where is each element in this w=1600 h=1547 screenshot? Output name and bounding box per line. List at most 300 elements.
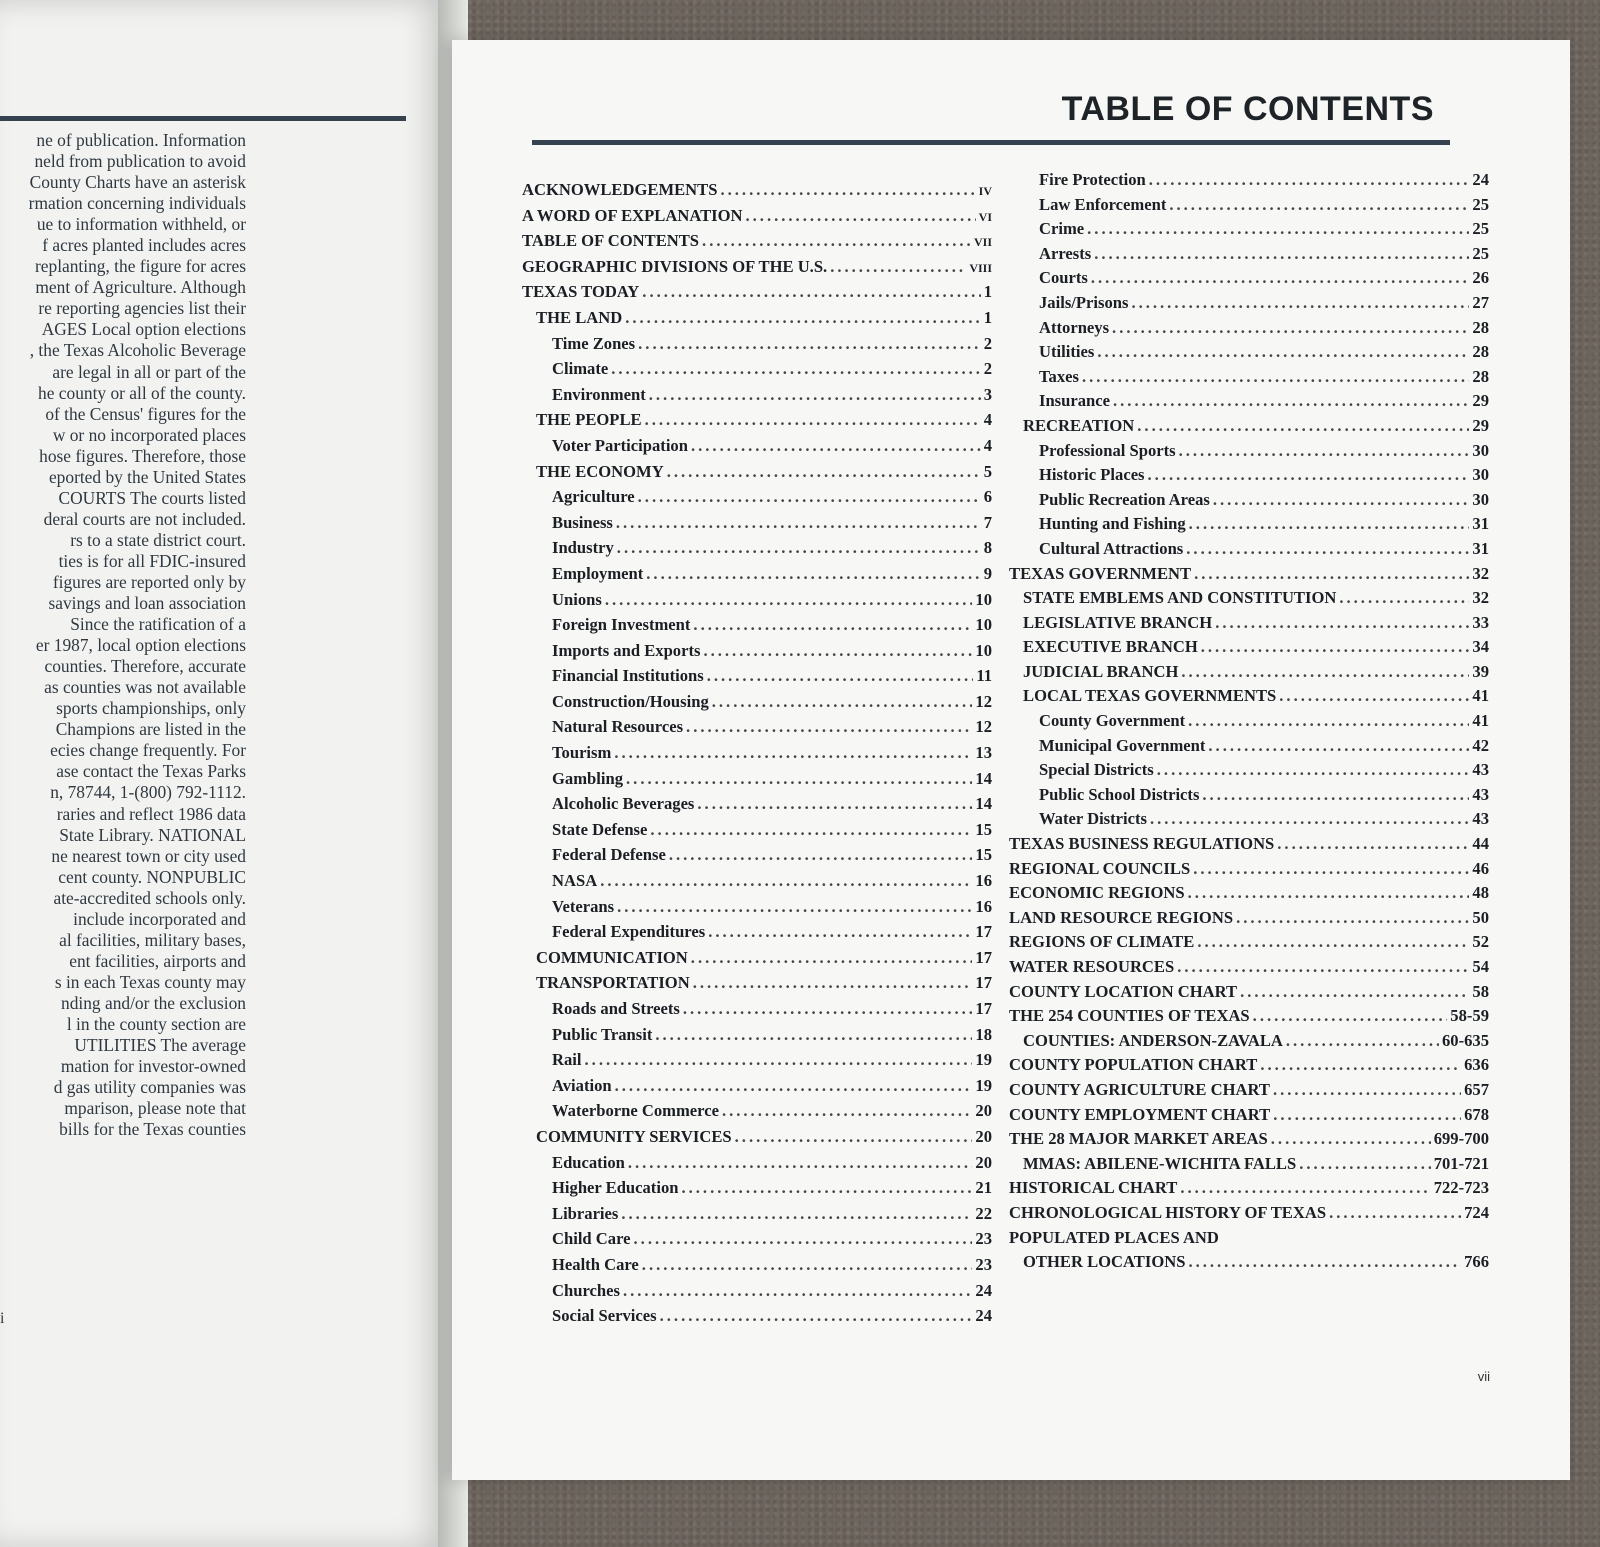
- toc-leader-dots: [1202, 785, 1469, 805]
- toc-entry-page: 2: [983, 359, 992, 379]
- toc-entry-label: TEXAS GOVERNMENT: [1009, 563, 1192, 583]
- toc-leader-dots: [1150, 809, 1469, 829]
- toc-entry: [522, 436, 992, 462]
- toc-entry: [522, 666, 992, 692]
- toc-leader-dots: [1112, 318, 1469, 338]
- left-text-line: deral courts are not included.: [43, 508, 246, 529]
- toc-entry-label: EXECUTIVE BRANCH: [1023, 637, 1198, 657]
- toc-entry-label: Tourism: [552, 743, 612, 763]
- left-text-line: ate-accredited schools only.: [53, 887, 246, 908]
- toc-leader-dots: [720, 180, 975, 200]
- toc-entry-label: Financial Institutions: [552, 666, 704, 686]
- toc-leader-dots: [600, 871, 972, 891]
- toc-entry: [522, 359, 992, 385]
- toc-entry-page: 39: [1472, 661, 1489, 681]
- toc-entry-page: 19: [975, 1050, 992, 1070]
- left-text-line: replanting, the figure for acres: [34, 256, 246, 277]
- toc-entry-page: 6: [983, 487, 992, 507]
- toc-entry-page: 60-635: [1441, 1030, 1489, 1050]
- toc-entry-label: CHRONOLOGICAL HISTORY OF TEXAS: [1009, 1202, 1327, 1222]
- toc-entry: [522, 487, 992, 513]
- toc-entry-page: 29: [1472, 391, 1489, 411]
- toc-leader-dots: [1157, 760, 1470, 780]
- toc-leader-dots: [1240, 982, 1469, 1002]
- toc-entry: [1009, 1031, 1489, 1056]
- toc-entry-page: 20: [975, 1126, 992, 1146]
- toc-leader-dots: [634, 1229, 973, 1249]
- toc-leader-dots: [1299, 1154, 1430, 1174]
- toc-entry: [522, 743, 992, 769]
- toc-entry: [1009, 490, 1489, 515]
- toc-entry: [522, 1101, 992, 1127]
- left-text-line: County Charts have an asterisk: [29, 172, 246, 193]
- left-text-line: ue to information withheld, or: [36, 214, 246, 235]
- toc-entry: [522, 922, 992, 948]
- toc-entry-label: Insurance: [1039, 391, 1110, 411]
- toc-entry-page: 3: [983, 384, 992, 404]
- toc-entry-label: Attorneys: [1039, 317, 1110, 337]
- toc-leader-dots: [1137, 416, 1469, 436]
- toc-entry-page: 19: [975, 1075, 992, 1095]
- left-text-line: mparison, please note that: [64, 1098, 246, 1119]
- toc-entry-label: Arrests: [1039, 243, 1092, 263]
- toc-entry-page: 24: [1472, 170, 1489, 189]
- toc-entry-page: 1: [983, 307, 992, 327]
- toc-entry-page: 43: [1472, 784, 1489, 804]
- toc-entry-page: 48: [1472, 883, 1489, 903]
- toc-leader-dots: [735, 1127, 973, 1147]
- toc-leader-dots: [1186, 539, 1469, 559]
- toc-entry-page: 28: [1472, 366, 1489, 386]
- toc-leader-dots: [614, 743, 972, 763]
- toc-leader-dots: [1215, 613, 1469, 633]
- left-text-line: ecies change frequently. For: [50, 740, 246, 761]
- toc-entry: [522, 462, 992, 488]
- toc-entry-page: 722-723: [1433, 1178, 1489, 1198]
- toc-entry-label: NASA: [552, 871, 598, 891]
- toc-entry-label: Public School Districts: [1039, 784, 1200, 804]
- toc-leader-dots: [1329, 1203, 1461, 1223]
- toc-leader-dots: [1188, 883, 1470, 903]
- toc-leader-dots: [1213, 490, 1470, 510]
- left-text-line: figures are reported only by: [52, 571, 246, 592]
- toc-entry: [522, 385, 992, 411]
- toc-entry-label: TRANSPORTATION: [536, 973, 690, 993]
- toc-entry-page: 12: [975, 691, 992, 711]
- toc-leader-dots: [746, 206, 976, 226]
- toc-entry-page: 17: [975, 947, 992, 967]
- toc-entry: [522, 871, 992, 897]
- toc-leader-dots: [1188, 1252, 1461, 1272]
- toc-leader-dots: [1087, 219, 1469, 239]
- toc-entry-label: COUNTY POPULATION CHART: [1009, 1055, 1258, 1075]
- toc-leader-dots: [1197, 932, 1469, 952]
- toc-entry: [522, 513, 992, 539]
- toc-entry-label: Public Recreation Areas: [1039, 489, 1210, 509]
- toc-entry-label: Public Transit: [552, 1024, 653, 1044]
- toc-entry-page: 41: [1472, 711, 1489, 731]
- toc-entry-label: OTHER LOCATIONS: [1023, 1252, 1186, 1272]
- toc-leader-dots: [646, 564, 980, 584]
- toc-entry-page: 32: [1472, 563, 1489, 583]
- toc-entry: [522, 1153, 992, 1179]
- toc-entry-page: 24: [975, 1280, 992, 1300]
- toc-entry-label: STATE EMBLEMS AND CONSTITUTION: [1023, 588, 1337, 608]
- toc-entry: [1009, 539, 1489, 564]
- toc-entry: [522, 564, 992, 590]
- toc-entry-label: WATER RESOURCES: [1009, 957, 1175, 976]
- toc-leader-dots: [707, 666, 974, 686]
- toc-entry-page: 58: [1472, 981, 1489, 1001]
- toc-leader-dots: [621, 1204, 972, 1224]
- toc-entry: [1009, 637, 1489, 662]
- toc-leader-dots: [1179, 441, 1470, 461]
- toc-entry-label: COUNTY LOCATION CHART: [1009, 981, 1238, 1001]
- toc-entry-label: Time Zones: [552, 333, 636, 353]
- toc-leader-dots: [1193, 859, 1469, 879]
- left-text-line: re reporting agencies list their: [38, 298, 246, 319]
- toc-entry-page: 699-700: [1433, 1129, 1489, 1149]
- toc-entry-label: Environment: [552, 384, 646, 404]
- left-text-line: ent facilities, airports and: [69, 950, 246, 971]
- toc-entry-page: 33: [1472, 612, 1489, 632]
- left-text-line: al facilities, military bases,: [59, 929, 246, 950]
- toc-entry: [1009, 982, 1489, 1007]
- toc-entry: [1009, 219, 1489, 244]
- toc-entry-label: Waterborne Commerce: [552, 1101, 719, 1121]
- toc-entry-label: Unions: [552, 589, 602, 609]
- toc-entry-page: 22: [975, 1203, 992, 1223]
- toc-leader-dots: [1260, 1055, 1461, 1075]
- toc-leader-dots: [642, 1255, 973, 1275]
- toc-entry-label: POPULATED PLACES AND: [1009, 1227, 1219, 1247]
- toc-entry: [1009, 883, 1489, 908]
- toc-entry-label: A WORD OF EXPLANATION: [522, 205, 743, 225]
- toc-entry: [522, 999, 992, 1025]
- toc-leader-dots: [1277, 834, 1469, 854]
- toc-entry-page: 30: [1472, 489, 1489, 509]
- toc-entry-page: vii: [973, 231, 992, 251]
- toc-leader-dots: [617, 897, 972, 917]
- toc-entry-label: Industry: [552, 538, 614, 558]
- toc-entry-label: Jails/Prisons: [1039, 292, 1129, 312]
- toc-column-right: [1009, 170, 1489, 1277]
- toc-entry-label: THE LAND: [536, 307, 623, 327]
- left-text-line: ne nearest town or city used: [51, 845, 246, 866]
- toc-entry: [1009, 760, 1489, 785]
- toc-entry-page: 10: [975, 589, 992, 609]
- toc-entry-page: viii: [969, 256, 992, 276]
- toc-entry-page: 58-59: [1450, 1006, 1489, 1026]
- toc-leader-dots: [616, 513, 981, 533]
- toc-entry-page: 34: [1472, 637, 1489, 657]
- toc-leader-dots: [1253, 1006, 1448, 1026]
- toc-leader-dots: [650, 820, 972, 840]
- toc-entry-page: 30: [1472, 465, 1489, 485]
- toc-entry: [1009, 1129, 1489, 1154]
- toc-entry-label: Crime: [1039, 219, 1085, 239]
- toc-entry: [1009, 588, 1489, 613]
- toc-entry-page: 4: [983, 410, 992, 430]
- toc-entry-page: 8: [983, 538, 992, 558]
- toc-entry-label: COMMUNICATION: [536, 947, 688, 967]
- toc-entry-label: Municipal Government: [1039, 735, 1206, 755]
- toc-leader-dots: [1286, 1031, 1439, 1051]
- toc-entry-label: COMMUNITY SERVICES: [536, 1126, 732, 1146]
- toc-entry: [522, 1255, 992, 1281]
- toc-leader-dots: [703, 641, 972, 661]
- toc-entry-label: Imports and Exports: [552, 640, 701, 660]
- toc-entry: [1009, 367, 1489, 392]
- toc-entry-page: 2: [983, 333, 992, 353]
- toc-entry-label: COUNTIES: ANDERSON-ZAVALA: [1023, 1030, 1283, 1050]
- left-text-line: mation for investor-owned: [60, 1056, 246, 1077]
- left-text-line: rs to a state district court.: [70, 529, 246, 550]
- toc-leader-dots: [1169, 195, 1469, 215]
- toc-entry: [1009, 514, 1489, 539]
- toc-entry: [1009, 1228, 1489, 1253]
- toc-entry-page: 10: [975, 615, 992, 635]
- toc-entry-label: State Defense: [552, 819, 648, 839]
- toc-entry-page: 26: [1472, 268, 1489, 288]
- toc-entry-label: Fire Protection: [1039, 170, 1146, 189]
- toc-entry-page: 11: [976, 666, 992, 686]
- left-text-line: w or no incorporated places: [52, 424, 246, 445]
- toc-entry-label: Rail: [552, 1050, 582, 1070]
- toc-entry-page: iv: [978, 180, 992, 199]
- toc-entry: [522, 615, 992, 641]
- toc-entry: [522, 231, 992, 257]
- toc-leader-dots: [638, 487, 981, 507]
- toc-entry-page: 701-721: [1433, 1153, 1489, 1173]
- toc-entry-page: 16: [975, 896, 992, 916]
- toc-entry-label: Historic Places: [1039, 465, 1145, 485]
- toc-entry-label: LOCAL TEXAS GOVERNMENTS: [1023, 686, 1277, 706]
- toc-leader-dots: [1097, 342, 1469, 362]
- left-text-line: Champions are listed in the: [55, 719, 246, 740]
- toc-entry: [522, 897, 992, 923]
- toc-entry-page: 20: [975, 1101, 992, 1121]
- left-text-line: ties is for all FDIC-insured: [58, 550, 246, 571]
- title-rule: [532, 140, 1450, 145]
- toc-entry: [1009, 932, 1489, 957]
- toc-entry-page: 5: [983, 461, 992, 481]
- toc-leader-dots: [1273, 1080, 1461, 1100]
- toc-entry-label: Utilities: [1039, 342, 1095, 362]
- toc-entry-page: 27: [1472, 292, 1489, 312]
- toc-entry-page: 25: [1472, 243, 1489, 263]
- toc-entry-label: Higher Education: [552, 1178, 679, 1198]
- toc-entry-label: ACKNOWLEDGEMENTS: [522, 180, 718, 199]
- toc-leader-dots: [1181, 662, 1469, 682]
- toc-entry-page: 10: [975, 640, 992, 660]
- toc-entry: [522, 1025, 992, 1051]
- toc-leader-dots: [617, 538, 981, 558]
- toc-entry-label: Employment: [552, 563, 644, 583]
- toc-entry: [522, 1050, 992, 1076]
- toc-entry-page: 54: [1472, 957, 1489, 976]
- toc-entry-label: COUNTY AGRICULTURE CHART: [1009, 1079, 1270, 1099]
- toc-entry-page: 30: [1472, 440, 1489, 460]
- toc-entry: [522, 538, 992, 564]
- toc-leader-dots: [642, 282, 980, 302]
- left-text-line: eported by the United States: [48, 466, 246, 487]
- left-text-line: sports championships, only: [56, 698, 246, 719]
- toc-entry-page: 24: [975, 1306, 992, 1326]
- toc-leader-dots: [702, 231, 971, 251]
- toc-entry: [1009, 1252, 1489, 1277]
- toc-entry: [1009, 318, 1489, 343]
- left-text-line: he county or all of the county.: [38, 382, 246, 403]
- toc-entry-page: 46: [1472, 858, 1489, 878]
- toc-leader-dots: [697, 794, 972, 814]
- toc-entry: [522, 257, 992, 283]
- toc-leader-dots: [1189, 514, 1470, 534]
- toc-leader-dots: [686, 717, 972, 737]
- toc-column-left: [522, 180, 992, 1332]
- toc-entry-page: 15: [975, 845, 992, 865]
- toc-entry: [1009, 1006, 1489, 1031]
- left-text-line: cent county. NONPUBLIC: [58, 866, 246, 887]
- left-text-line: s in each Texas county may: [54, 971, 246, 992]
- toc-entry: [522, 820, 992, 846]
- toc-entry-page: 23: [975, 1254, 992, 1274]
- toc-entry-page: 7: [983, 512, 992, 532]
- toc-leader-dots: [1273, 1105, 1461, 1125]
- toc-entry: [522, 641, 992, 667]
- toc-leader-dots: [655, 1025, 972, 1045]
- toc-leader-dots: [1113, 391, 1469, 411]
- toc-entry-label: Veterans: [552, 896, 615, 916]
- left-text-line: f acres planted includes acres: [42, 235, 246, 256]
- toc-entry: [522, 206, 992, 232]
- toc-leader-dots: [1208, 736, 1469, 756]
- left-text-line: n, 78744, 1-(800) 792-1112.: [50, 782, 246, 803]
- toc-entry-page: 724: [1464, 1202, 1489, 1222]
- toc-leader-dots: [1180, 1178, 1430, 1198]
- toc-leader-dots: [712, 692, 973, 712]
- left-page-text: [0, 130, 246, 1180]
- left-text-line: raries and reflect 1986 data: [56, 803, 246, 824]
- toc-entry-label: Professional Sports: [1039, 440, 1176, 460]
- toc-leader-dots: [681, 1178, 972, 1198]
- toc-entry-label: Foreign Investment: [552, 615, 691, 635]
- toc-entry-label: Special Districts: [1039, 760, 1154, 780]
- toc-entry: [1009, 711, 1489, 736]
- toc-entry-page: 16: [975, 871, 992, 891]
- toc-entry: [1009, 736, 1489, 761]
- left-text-line: d gas utility companies was: [53, 1077, 246, 1098]
- toc-leader-dots: [1339, 588, 1469, 608]
- toc-entry-label: Roads and Streets: [552, 999, 680, 1018]
- toc-entry: [522, 1229, 992, 1255]
- toc-entry-label: Education: [552, 1152, 625, 1172]
- toc-entry-label: Construction/Housing: [552, 691, 709, 711]
- toc-leader-dots: [708, 922, 972, 942]
- toc-leader-dots: [691, 948, 973, 968]
- toc-entry-label: Churches: [552, 1280, 620, 1300]
- toc-entry: [522, 973, 992, 999]
- toc-entry-page: 52: [1472, 932, 1489, 952]
- toc-leader-dots: [693, 615, 972, 635]
- toc-entry-page: 25: [1472, 219, 1489, 239]
- toc-entry-label: Child Care: [552, 1229, 631, 1249]
- toc-entry: [522, 692, 992, 718]
- toc-leader-dots: [1279, 686, 1469, 706]
- toc-entry-label: THE 28 MAJOR MARKET AREAS: [1009, 1129, 1268, 1149]
- toc-leader-dots: [628, 1153, 973, 1173]
- toc-entry-label: GEOGRAPHIC DIVISIONS OF THE U.S.: [522, 256, 828, 276]
- toc-entry-page: 20: [975, 1152, 992, 1172]
- left-page: [0, 0, 448, 1547]
- toc-entry: [522, 180, 992, 206]
- toc-leader-dots: [626, 769, 972, 789]
- toc-entry-page: vi: [978, 205, 992, 225]
- left-text-line: neld from publication to avoid: [34, 151, 246, 172]
- toc-entry: [1009, 686, 1489, 711]
- toc-leader-dots: [830, 257, 966, 277]
- toc-entry-label: ECONOMIC REGIONS: [1009, 883, 1185, 903]
- toc-entry-label: TEXAS BUSINESS REGULATIONS: [1009, 834, 1275, 854]
- toc-entry-page: 9: [983, 563, 992, 583]
- toc-leader-dots: [1091, 268, 1470, 288]
- toc-entry-label: COUNTY EMPLOYMENT CHART: [1009, 1104, 1271, 1124]
- toc-leader-dots: [585, 1050, 973, 1070]
- left-text-line: hose figures. Therefore, those: [39, 445, 246, 466]
- toc-leader-dots: [649, 385, 981, 405]
- toc-entry: [522, 769, 992, 795]
- left-text-line: l in the county section are: [66, 1013, 246, 1034]
- toc-leader-dots: [1236, 908, 1469, 928]
- toc-entry-label: Water Districts: [1039, 809, 1147, 829]
- toc-entry-label: Libraries: [552, 1203, 619, 1223]
- toc-entry-label: Social Services: [552, 1306, 657, 1326]
- toc-entry: [1009, 1105, 1489, 1130]
- page-folio: vii: [1477, 1369, 1490, 1384]
- toc-entry: [1009, 1203, 1489, 1228]
- toc-entry-page: 17: [975, 999, 992, 1018]
- toc-entry-page: 17: [975, 973, 992, 993]
- toc-entry-page: 4: [983, 435, 992, 455]
- left-text-line: of the Census' figures for the: [45, 403, 246, 424]
- toc-entry-page: 657: [1464, 1079, 1489, 1099]
- toc-entry: [1009, 859, 1489, 884]
- toc-entry: [522, 308, 992, 334]
- toc-entry-page: 25: [1472, 194, 1489, 214]
- toc-leader-dots: [722, 1101, 972, 1121]
- toc-leader-dots: [693, 973, 973, 993]
- toc-entry: [1009, 465, 1489, 490]
- toc-entry: [1009, 1055, 1489, 1080]
- left-text-line: savings and loan association: [48, 593, 246, 614]
- toc-entry: [1009, 809, 1489, 834]
- left-text-line: ment of Agriculture. Although: [35, 277, 246, 298]
- toc-entry: [522, 590, 992, 616]
- toc-leader-dots: [623, 1281, 972, 1301]
- toc-leader-dots: [1201, 637, 1470, 657]
- left-text-line: include incorporated and: [73, 908, 246, 929]
- toc-entry-label: Climate: [552, 359, 609, 379]
- toc-entry-page: 12: [975, 717, 992, 737]
- toc-leader-dots: [605, 590, 973, 610]
- toc-entry-page: 31: [1472, 538, 1489, 558]
- toc-entry-page: 28: [1472, 317, 1489, 337]
- left-text-line: COURTS The courts listed: [58, 487, 246, 508]
- toc-leader-dots: [638, 334, 981, 354]
- toc-entry-page: 21: [975, 1178, 992, 1198]
- left-header-rule: [0, 116, 406, 121]
- toc-entry-label: Business: [552, 512, 613, 532]
